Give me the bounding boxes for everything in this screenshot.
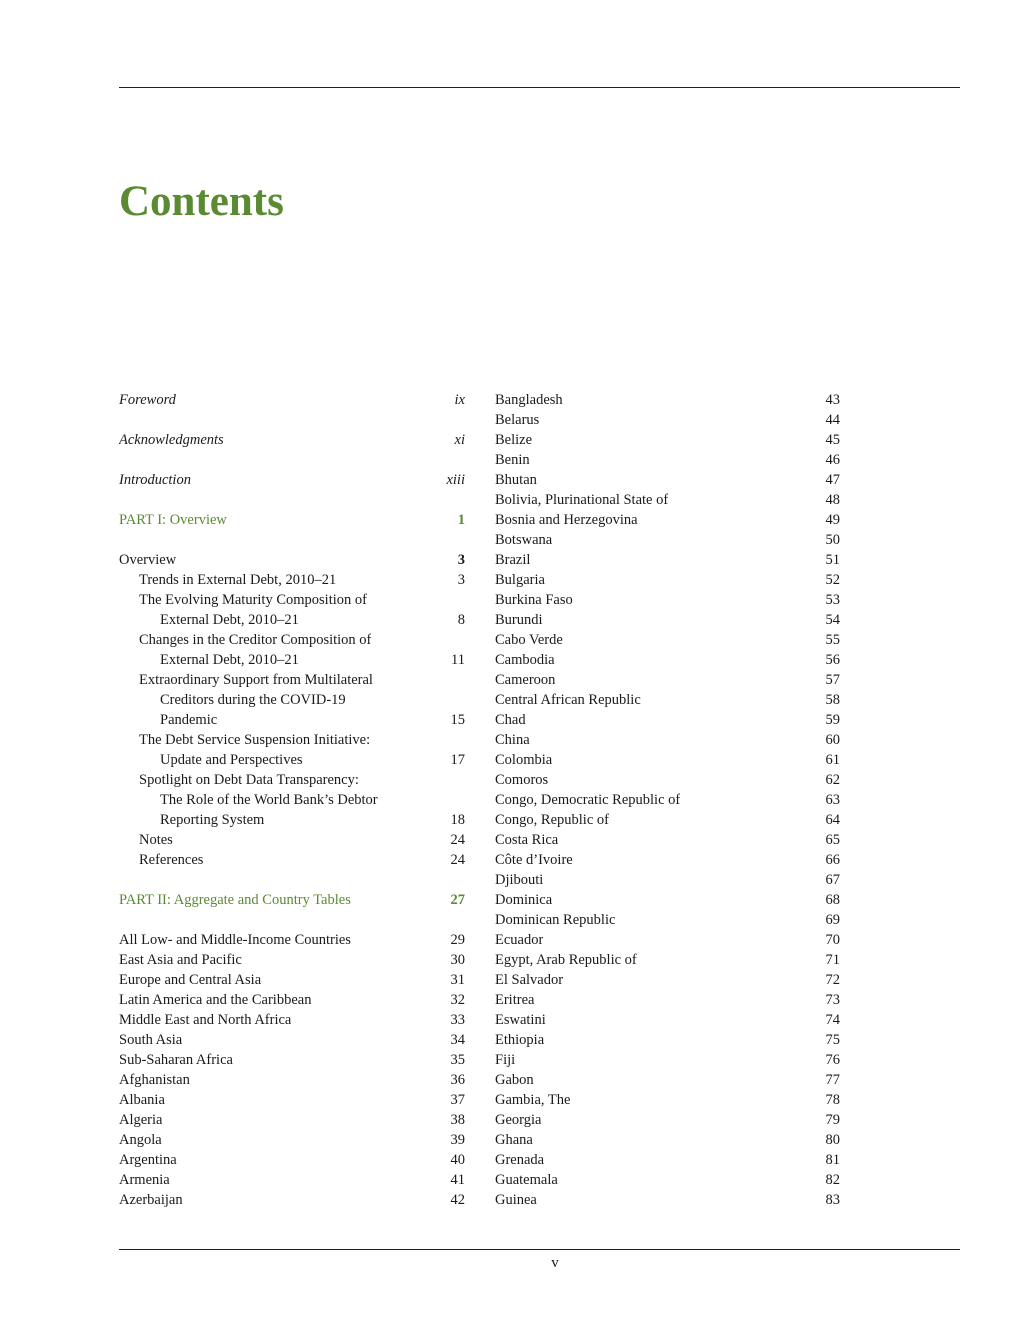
toc-entry-page: 24 bbox=[450, 832, 465, 848]
toc-entry-page: 51 bbox=[825, 552, 840, 568]
toc-entry-label: Bolivia, Plurinational State of bbox=[495, 492, 669, 508]
toc-entry-label: Comoros bbox=[495, 772, 549, 788]
toc-entry[interactable] bbox=[119, 730, 465, 750]
toc-entry[interactable] bbox=[119, 770, 465, 790]
toc-entry-label: Albania bbox=[119, 1092, 165, 1108]
toc-entry[interactable] bbox=[495, 1170, 840, 1190]
toc-entry[interactable] bbox=[495, 630, 840, 650]
toc-entry-label: Belize bbox=[495, 432, 533, 448]
toc-entry[interactable] bbox=[495, 430, 840, 450]
page-number: v bbox=[551, 1255, 559, 1271]
toc-entry-label: Sub-Saharan Africa bbox=[119, 1052, 233, 1068]
toc-entry-page: 81 bbox=[825, 1152, 840, 1168]
toc-entry-label: The Evolving Maturity Composition of bbox=[139, 592, 367, 608]
toc-part2-heading[interactable] bbox=[119, 890, 465, 910]
toc-entry[interactable] bbox=[119, 630, 465, 650]
toc-entry-label: References bbox=[139, 852, 204, 868]
toc-entry[interactable] bbox=[495, 970, 840, 990]
toc-entry-label: Overview bbox=[119, 552, 177, 568]
bottom-rule bbox=[119, 1249, 960, 1250]
toc-entry-label: Brazil bbox=[495, 552, 531, 568]
toc-entry[interactable] bbox=[119, 610, 465, 630]
toc-entry-page: 46 bbox=[825, 452, 840, 468]
toc-entry-page: 66 bbox=[825, 852, 840, 868]
toc-part1-heading[interactable] bbox=[119, 510, 465, 530]
toc-entry[interactable] bbox=[119, 1190, 465, 1210]
toc-entry-page: 24 bbox=[450, 852, 465, 868]
toc-entry-label: Congo, Democratic Republic of bbox=[495, 792, 681, 808]
toc-entry-page: 71 bbox=[825, 952, 840, 968]
toc-entry-label: PART I: Overview bbox=[119, 512, 227, 528]
toc-entry[interactable] bbox=[495, 590, 840, 610]
toc-entry-label: Congo, Republic of bbox=[495, 812, 609, 828]
toc-entry-page: 64 bbox=[825, 812, 840, 828]
toc-entry[interactable] bbox=[119, 690, 465, 710]
toc-entry-page: 27 bbox=[450, 892, 465, 908]
toc-entry-page: 31 bbox=[450, 972, 465, 988]
toc-entry-label: Extraordinary Support from Multilateral bbox=[139, 672, 373, 688]
toc-entry-page: xiii bbox=[446, 472, 465, 488]
toc-entry[interactable] bbox=[119, 1110, 465, 1130]
toc-entry[interactable] bbox=[495, 550, 840, 570]
toc-entry-label: Central African Republic bbox=[495, 692, 641, 708]
toc-entry-page: 62 bbox=[825, 772, 840, 788]
toc-entry-label: Gabon bbox=[495, 1072, 534, 1088]
toc-part1-list bbox=[119, 570, 465, 870]
toc-entry-label: Angola bbox=[119, 1132, 162, 1148]
toc-entry-label: Ecuador bbox=[495, 932, 544, 948]
toc-entry-label: Gambia, The bbox=[495, 1092, 571, 1108]
toc-entry-page: 76 bbox=[825, 1052, 840, 1068]
toc-entry[interactable] bbox=[495, 1130, 840, 1150]
toc-entry-page: 40 bbox=[450, 1152, 465, 1168]
toc-entry[interactable] bbox=[119, 850, 465, 870]
toc-entry[interactable] bbox=[495, 910, 840, 930]
toc-entry[interactable] bbox=[495, 670, 840, 690]
toc-entry-label: El Salvador bbox=[495, 972, 564, 988]
toc-entry-overview[interactable] bbox=[119, 550, 465, 570]
toc-entry[interactable] bbox=[495, 770, 840, 790]
toc-entry-page: 50 bbox=[825, 532, 840, 548]
toc-entry-page: 42 bbox=[450, 1192, 465, 1208]
toc-entry-label: Benin bbox=[495, 452, 530, 468]
toc-entry-label: Costa Rica bbox=[495, 832, 559, 848]
toc-entry[interactable] bbox=[495, 810, 840, 830]
toc-entry-page: 68 bbox=[825, 892, 840, 908]
toc-entry[interactable] bbox=[495, 1030, 840, 1050]
toc-entry-page: 33 bbox=[450, 1012, 465, 1028]
toc-entry-introduction[interactable] bbox=[119, 470, 465, 490]
toc-entry-label: Spotlight on Debt Data Transparency: bbox=[139, 772, 359, 788]
toc-entry[interactable] bbox=[119, 1150, 465, 1170]
toc-entry-label: Eswatini bbox=[495, 1012, 546, 1028]
toc-entry-page: 8 bbox=[457, 612, 465, 628]
toc-entry-label: Cameroon bbox=[495, 672, 556, 688]
toc-entry-page: 30 bbox=[450, 952, 465, 968]
toc-entry-page: 55 bbox=[825, 632, 840, 648]
toc-entry-page: 70 bbox=[825, 932, 840, 948]
toc-entry[interactable] bbox=[495, 730, 840, 750]
toc-entry[interactable] bbox=[495, 410, 840, 430]
toc-entry-label: Cambodia bbox=[495, 652, 555, 668]
toc-entry-page: 17 bbox=[450, 752, 465, 768]
toc-entry-label: Latin America and the Caribbean bbox=[119, 992, 312, 1008]
toc-entry-page: 47 bbox=[825, 472, 840, 488]
toc-entry-page: 36 bbox=[450, 1072, 465, 1088]
toc-entry-page: 73 bbox=[825, 992, 840, 1008]
toc-entry-page: 48 bbox=[825, 492, 840, 508]
toc-entry[interactable] bbox=[119, 750, 465, 770]
toc-entry-page: 29 bbox=[450, 932, 465, 948]
toc-entry-label: Introduction bbox=[119, 472, 191, 488]
toc-entry[interactable] bbox=[119, 1010, 465, 1030]
toc-entry-label: Argentina bbox=[119, 1152, 177, 1168]
toc-entry-page: 83 bbox=[825, 1192, 840, 1208]
toc-entry[interactable] bbox=[495, 470, 840, 490]
toc-entry[interactable] bbox=[495, 890, 840, 910]
toc-entry-label: Burundi bbox=[495, 612, 543, 628]
toc-entry-page: 82 bbox=[825, 1172, 840, 1188]
toc-entry-page: ix bbox=[454, 392, 465, 408]
toc-entry-foreword[interactable] bbox=[119, 390, 465, 410]
toc-entry-label: Acknowledgments bbox=[119, 432, 224, 448]
toc-entry[interactable] bbox=[495, 610, 840, 630]
toc-entry[interactable] bbox=[119, 1030, 465, 1050]
toc-entry[interactable] bbox=[495, 390, 840, 410]
toc-entry-label: Notes bbox=[139, 832, 173, 848]
toc-entry-page: 18 bbox=[450, 812, 465, 828]
toc-entry[interactable] bbox=[495, 950, 840, 970]
toc-entry-page: 67 bbox=[825, 872, 840, 888]
toc-entry-page: xi bbox=[454, 432, 465, 448]
toc-entry[interactable] bbox=[495, 990, 840, 1010]
toc-entry-page: 74 bbox=[825, 1012, 840, 1028]
toc-entry-page: 45 bbox=[825, 432, 840, 448]
toc-entry-page: 43 bbox=[825, 392, 840, 408]
toc-entry-label: Djibouti bbox=[495, 872, 544, 888]
top-rule bbox=[119, 87, 960, 88]
toc-entry-label: Europe and Central Asia bbox=[119, 972, 262, 988]
toc-entry-label: Bosnia and Herzegovina bbox=[495, 512, 638, 528]
toc-entry[interactable] bbox=[119, 1130, 465, 1150]
toc-entry[interactable] bbox=[119, 650, 465, 670]
toc-entry-page: 44 bbox=[825, 412, 840, 428]
toc-entry-page: 79 bbox=[825, 1112, 840, 1128]
toc-entry[interactable] bbox=[119, 1050, 465, 1070]
toc-country-list-right bbox=[495, 390, 840, 1210]
toc-entry-page: 35 bbox=[450, 1052, 465, 1068]
toc-entry-label: Guatemala bbox=[495, 1172, 558, 1188]
toc-entry[interactable] bbox=[119, 970, 465, 990]
toc-entry[interactable] bbox=[495, 1010, 840, 1030]
toc-entry-page: 52 bbox=[825, 572, 840, 588]
toc-entry[interactable] bbox=[495, 830, 840, 850]
toc-entry[interactable] bbox=[495, 510, 840, 530]
toc-entry[interactable] bbox=[119, 1090, 465, 1110]
toc-entry-label: Côte d’Ivoire bbox=[495, 852, 573, 868]
toc-entry-label: Fiji bbox=[495, 1052, 516, 1068]
toc-entry-page: 61 bbox=[825, 752, 840, 768]
toc-entry-label: South Asia bbox=[119, 1032, 183, 1048]
toc-entry-label: Chad bbox=[495, 712, 526, 728]
toc-entry-page: 34 bbox=[450, 1032, 465, 1048]
toc-entry[interactable] bbox=[495, 530, 840, 550]
toc-entry-page: 65 bbox=[825, 832, 840, 848]
toc-entry[interactable] bbox=[119, 1070, 465, 1090]
toc-entry-page: 3 bbox=[457, 552, 465, 568]
toc-entry-page: 41 bbox=[450, 1172, 465, 1188]
toc-entry-label: Pandemic bbox=[160, 712, 218, 728]
toc-entry-page: 59 bbox=[825, 712, 840, 728]
toc-entry-label: External Debt, 2010–21 bbox=[160, 612, 299, 628]
toc-entry[interactable] bbox=[495, 870, 840, 890]
toc-entry-label: Ghana bbox=[495, 1132, 533, 1148]
toc-entry[interactable] bbox=[495, 790, 840, 810]
toc-entry-label: Trends in External Debt, 2010–21 bbox=[139, 572, 337, 588]
toc-entry-page: 39 bbox=[450, 1132, 465, 1148]
toc-entry[interactable] bbox=[495, 1190, 840, 1210]
toc-entry[interactable] bbox=[495, 570, 840, 590]
toc-entry-label: Middle East and North Africa bbox=[119, 1012, 292, 1028]
toc-entry[interactable] bbox=[119, 790, 465, 810]
toc-entry[interactable] bbox=[119, 830, 465, 850]
toc-entry[interactable] bbox=[495, 1070, 840, 1090]
toc-entry[interactable] bbox=[119, 590, 465, 610]
toc-entry[interactable] bbox=[119, 990, 465, 1010]
toc-entry[interactable] bbox=[119, 810, 465, 830]
toc-entry-label: Egypt, Arab Republic of bbox=[495, 952, 637, 968]
toc-entry[interactable] bbox=[495, 1050, 840, 1070]
toc-entry-label: Creditors during the COVID-19 bbox=[160, 692, 346, 708]
toc-entry-label: Afghanistan bbox=[119, 1072, 190, 1088]
toc-entry-acknowledgments[interactable] bbox=[119, 430, 465, 450]
toc-entry-label: Cabo Verde bbox=[495, 632, 563, 648]
toc-entry-page: 78 bbox=[825, 1092, 840, 1108]
toc-entry-page: 54 bbox=[825, 612, 840, 628]
toc-entry-label: Belarus bbox=[495, 412, 540, 428]
toc-entry[interactable] bbox=[119, 1170, 465, 1190]
toc-entry-label: Eritrea bbox=[495, 992, 535, 1008]
toc-entry-page: 1 bbox=[457, 512, 465, 528]
toc-entry[interactable] bbox=[495, 1150, 840, 1170]
toc-entry-label: The Debt Service Suspension Initiative: bbox=[139, 732, 371, 748]
page-title: Contents bbox=[119, 178, 284, 225]
toc-entry-label: PART II: Aggregate and Country Tables bbox=[119, 892, 351, 908]
toc-entry-page: 15 bbox=[450, 712, 465, 728]
toc-entry-label: Algeria bbox=[119, 1112, 163, 1128]
toc-entry-page: 53 bbox=[825, 592, 840, 608]
toc-country-list-left bbox=[119, 930, 465, 1210]
toc-left-column bbox=[119, 390, 465, 1210]
toc-entry[interactable] bbox=[495, 490, 840, 510]
toc-entry[interactable] bbox=[495, 850, 840, 870]
toc-entry-label: East Asia and Pacific bbox=[119, 952, 242, 968]
toc-entry-page: 72 bbox=[825, 972, 840, 988]
toc-entry-label: All Low- and Middle-Income Countries bbox=[119, 932, 351, 948]
toc-entry-page: 49 bbox=[825, 512, 840, 528]
toc-entry[interactable] bbox=[495, 710, 840, 730]
toc-entry-label: External Debt, 2010–21 bbox=[160, 652, 299, 668]
toc-entry[interactable] bbox=[495, 690, 840, 710]
toc-entry-label: Bangladesh bbox=[495, 392, 563, 408]
toc-entry[interactable] bbox=[119, 950, 465, 970]
toc-entry-page: 3 bbox=[457, 572, 465, 588]
toc-entry[interactable] bbox=[119, 710, 465, 730]
toc-entry-label: China bbox=[495, 732, 530, 748]
toc-entry-page: 11 bbox=[451, 652, 465, 668]
toc-entry-page: 75 bbox=[825, 1032, 840, 1048]
toc-entry-page: 37 bbox=[450, 1092, 465, 1108]
toc-entry-page: 60 bbox=[825, 732, 840, 748]
toc-entry[interactable] bbox=[495, 650, 840, 670]
toc-entry-page: 56 bbox=[825, 652, 840, 668]
toc-entry-page: 58 bbox=[825, 692, 840, 708]
toc-entry-label: Ethiopia bbox=[495, 1032, 545, 1048]
toc-entry[interactable] bbox=[119, 570, 465, 590]
toc-entry-label: Guinea bbox=[495, 1192, 537, 1208]
toc-entry-label: Grenada bbox=[495, 1152, 545, 1168]
toc-entry[interactable] bbox=[495, 450, 840, 470]
toc-entry-label: The Role of the World Bank’s Debtor bbox=[160, 792, 378, 808]
toc-entry-label: Dominican Republic bbox=[495, 912, 616, 928]
toc-entry[interactable] bbox=[119, 670, 465, 690]
toc-entry-label: Colombia bbox=[495, 752, 553, 768]
toc-entry[interactable] bbox=[495, 930, 840, 950]
toc-entry-page: 32 bbox=[450, 992, 465, 1008]
toc-entry-label: Botswana bbox=[495, 532, 553, 548]
toc-entry-label: Bhutan bbox=[495, 472, 537, 488]
toc-entry-page: 80 bbox=[825, 1132, 840, 1148]
toc-entry-page: 63 bbox=[825, 792, 840, 808]
toc-entry-label: Armenia bbox=[119, 1172, 170, 1188]
toc-entry[interactable] bbox=[495, 1110, 840, 1130]
toc-entry-label: Foreword bbox=[119, 392, 176, 408]
toc-entry-page: 57 bbox=[825, 672, 840, 688]
toc-entry-label: Update and Perspectives bbox=[160, 752, 303, 768]
toc-entry-page: 69 bbox=[825, 912, 840, 928]
toc-entry[interactable] bbox=[119, 930, 465, 950]
toc-entry-label: Burkina Faso bbox=[495, 592, 573, 608]
toc-entry-page: 38 bbox=[450, 1112, 465, 1128]
toc-entry-page: 77 bbox=[825, 1072, 840, 1088]
toc-entry-label: Bulgaria bbox=[495, 572, 545, 588]
toc-right-column bbox=[495, 390, 840, 1210]
toc-entry-label: Reporting System bbox=[160, 812, 265, 828]
toc-entry[interactable] bbox=[495, 1090, 840, 1110]
toc-entry-label: Azerbaijan bbox=[119, 1192, 183, 1208]
toc-entry-label: Changes in the Creditor Composition of bbox=[139, 632, 372, 648]
toc-entry[interactable] bbox=[495, 750, 840, 770]
toc-entry-label: Dominica bbox=[495, 892, 553, 908]
toc-entry-label: Georgia bbox=[495, 1112, 542, 1128]
